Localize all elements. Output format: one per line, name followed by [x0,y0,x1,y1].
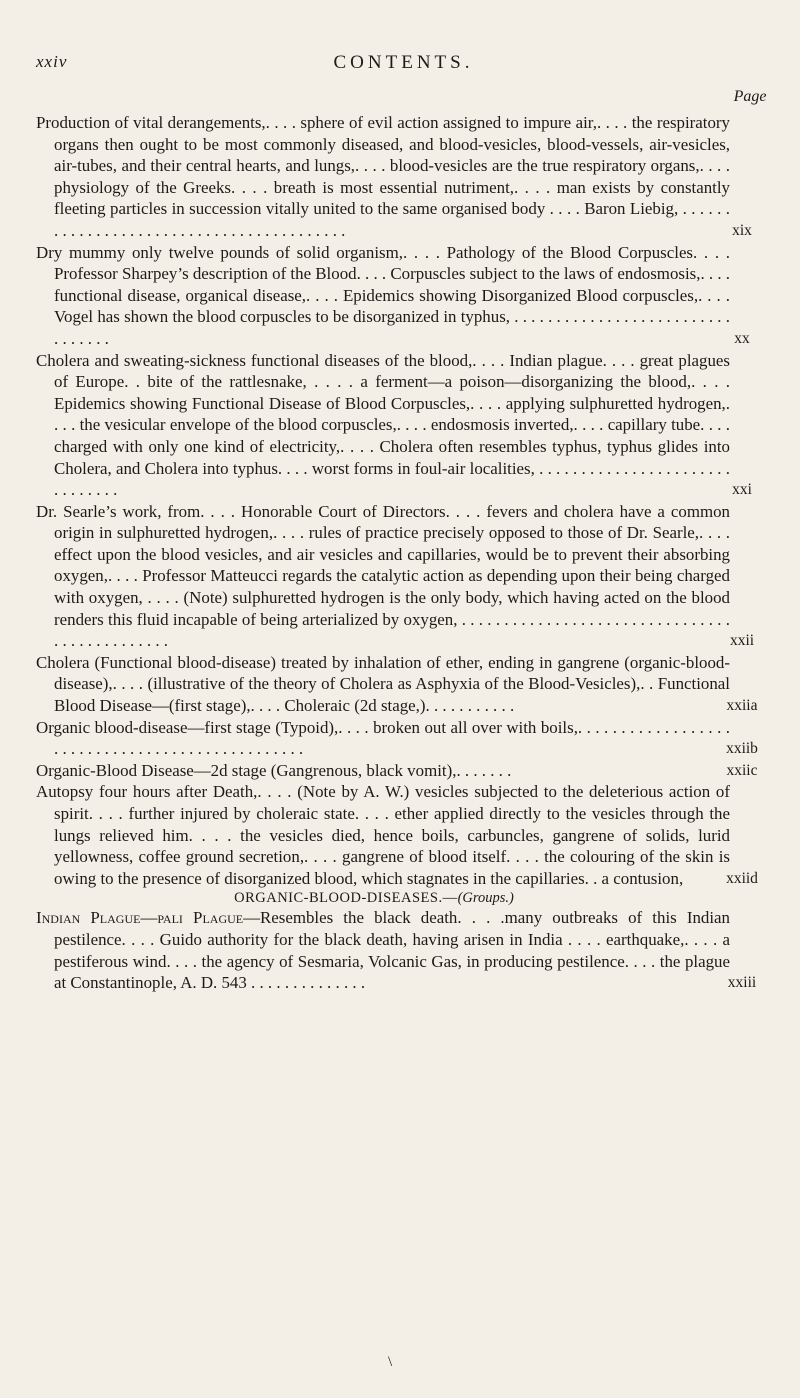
entry-text: Cholera (Functional blood-disease) treated by inhalation of ether, ending in gangrene (organic-blood-disease),. . . . (illustrative of the theory of Cholera as Asphyxia of the Blood-Vesicles),. . Functional Blood Disease—(first stage),. . . . Choleraic (2d stage,). . . . . . . . . . . [36,652,730,716]
entry-text: Organic-Blood Disease—2d stage (Gangrenous, black vomit),. . . . . . . [36,760,512,780]
folio-number: xxiv [36,52,68,71]
running-head [36,52,771,78]
entry-page-number: xxiic [726,761,758,779]
entry-text: Cholera and sweating-sickness functional diseases of the blood,. . . . Indian plague. . . . great plagues of Europe. . bite of the rattlesnake, . . . . a ferment—a poison—disorganizing the blood,. . . . Epidemics showing Functional Disease of Blood Corpuscles,. . . . applying sulphuretted hydrogen,. . . . the vesicular envelope of the blood corpuscles,. . . . endosmosis inverted,. . . . capillary tube. . . . charged with only one kind of electricity,. . . . Cholera often resembles typhus, typhus glides into Cholera, and Cholera into typhus. . . . worst forms in foul-air localities, . . . . . . . . . . . . . . . . . . . . . . . . . . . . . . . [36,350,730,500]
group-heading [36,889,712,907]
group-heading-note: (Groups.) [457,890,514,907]
entry-body: —Resembles the black death. . . .many outbreaks of this Indian pestilence. . . . Guido authority for the black death, having arisen in India . . . . earthquake,. . . . a pestiferous wind. . . . the agency of Sesmaria, Volcanic Gas, in producing pestilence. . . . the plague at Constantinople, A. D. 543 . . . . . . . . . . . . . . [54,908,730,993]
contents-entry [36,907,771,993]
entry-page-number: xxiid [726,869,758,887]
contents-entry [36,781,771,889]
contents-entry [36,350,771,501]
entry-text: Production of vital derangements,. . . . sphere of evil action assigned to impure air,. . . . the respiratory organs then ought to be most commonly diseased, and blood-vesicles, blood-vessels, air-vesicles, air-tubes, and their central hearts, and lungs,. . . . blood-vesicles are the true respiratory organs,. . . . physiology of the Greeks. . . . breath is most essential nutriment,. . . . man exists by constantly fleeting particles in succession vitally united to the same organised body . . . . Baron Liebig, . . . . . . . . . . . . . . . . . . . . . . . . . . . . . . . . . . . . . . . . . [36,113,730,240]
page-title: CONTENTS. [333,52,474,73]
contents-entry [36,760,771,782]
entry-text [36,907,730,993]
contents-entry [36,652,771,717]
entry-page-number: xx [734,329,750,347]
entry-lead: Indian Plague—pali Plague [36,908,244,928]
page-column-label: Page [733,88,767,105]
contents-entry [36,717,771,760]
entry-text: Dr. Searle’s work, from. . . . Honorable Court of Directors. . . . fevers and cholera have a common origin in sulphuretted hydrogen,. . . . rules of practice precisely opposed to those of Dr. Searle,. . . . effect upon the blood vesicles, and air vesicles and capillaries, would be to prevent their absorbing oxygen,. . . . Professor Matteucci regards the catalytic action as depending upon their being charged with oxygen, . . . . (Note) sulphuretted hydrogen is the only body, which having acted on the blood renders this fluid incapable of being arterialized by oxygen, . . . . . . . . . . . . . . . . . . . . . . . . . . . . . . . . . . . . . . . . . . . . . . [36,501,730,651]
footer-mark: \ [388,1354,393,1370]
group-heading-text: ORGANIC-BLOOD-DISEASES.— [234,890,458,907]
entry-text: Autopsy four hours after Death,. . . . (Note by A. W.) vesicles subjected to the deleterious action of spirit. . . . further injured by choleraic state. . . . ether applied directly to the vesicles through the lungs relieved him. . . . the vesicles died, hence boils, carbuncles, gangrene of solids, lurid yellowness, coffee ground secretion,. . . . gangrene of blood itself. . . . the colouring of the skin is owing to the presence of disorganized blood, which stagnates in the capillaries. . a contusion, [36,782,730,888]
entry-page-number: xxii [729,632,755,650]
contents-list [36,112,771,994]
entry-page-number: xxiib [726,740,758,758]
entry-page-number: xxiii [727,974,757,992]
contents-entry [36,242,771,350]
entry-page-number: xxiia [726,697,758,715]
entry-page-number: xxi [732,481,752,499]
contents-entry [36,501,771,652]
contents-entry [36,112,771,242]
entry-page-number: xix [732,221,752,239]
entry-text: Dry mummy only twelve pounds of solid organism,. . . . Pathology of the Blood Corpuscles. . . . Professor Sharpey’s description of the Blood. . . . Corpuscles subject to the laws of endosmosis,. . . . functional disease, organical disease,. . . . Epidemics showing Disorganized Blood corpuscles,. . . . Vogel has shown the blood corpuscles to be disorganized in typhus, . . . . . . . . . . . . . . . . . . . . . . . . . . . . . . . . . [36,242,731,348]
entry-text: Organic blood-disease—first stage (Typoid),. . . . broken out all over with boils,. . . . . . . . . . . . . . . . . . . . . . . . . . . . . . . . . . . . . . . . . . . . . . . . [36,717,730,759]
